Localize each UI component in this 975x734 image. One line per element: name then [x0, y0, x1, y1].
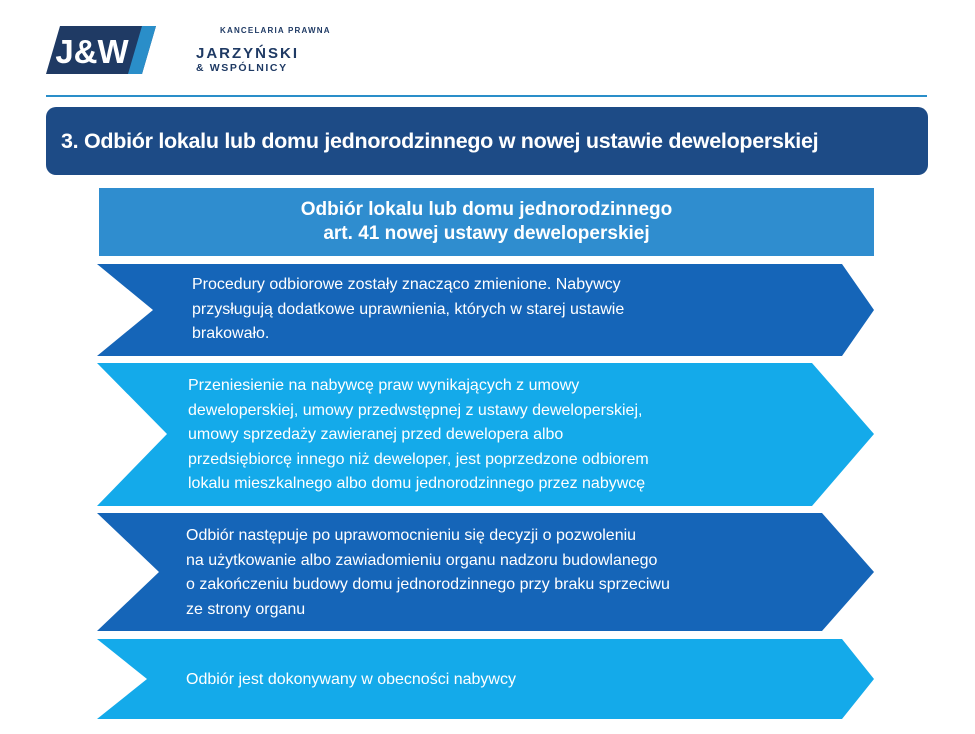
chevron-2-line: Przeniesienie na nabywcę praw wynikających z umowy [188, 377, 580, 394]
chevron-2-line: lokalu mieszkalnego albo domu jednorodzinnego przez nabywcę [188, 475, 646, 492]
slide-title: 3. Odbiór lokalu lub domu jednorodzinnego w nowej ustawie deweloperskiej [61, 128, 819, 153]
chevron-1-line: Procedury odbiorowe zostały znacząco zmienione. Nabywcy [192, 276, 621, 293]
logo-text [196, 26, 356, 75]
header-divider [46, 95, 927, 97]
chevron-text-4 [186, 668, 516, 693]
chevron-3-line: o zakończeniu budowy domu jednorodzinnego przy braku sprzeciwu [186, 576, 670, 593]
subtitle-box [99, 188, 874, 256]
chevron-2-line: przedsiębiorcę innego niż deweloper, jest poprzedzone odbiorem [188, 450, 649, 468]
subtitle-line-1: Odbiór lokalu lub domu jednorodzinnego [300, 199, 673, 220]
subtitle-line-2: art. 41 nowej ustawy deweloperskiej [323, 223, 650, 244]
logo-sub: & WSPÓLNICY [196, 62, 288, 74]
chevron-text-1 [192, 273, 624, 347]
chevron-1-line: brakowało. [192, 325, 270, 342]
logo-kicker: KANCELARIA PRAWNA [220, 26, 331, 35]
chevron-4-line: Odbiór jest dokonywany w obecności nabywcy [186, 671, 516, 688]
chevron-item-3 [97, 513, 874, 631]
logo-name: JARZYŃSKI [196, 45, 300, 62]
chevron-3-line: ze strony organu [186, 600, 306, 618]
chevron-1-line: przysługują dodatkowe uprawnienia, których w starej ustawie [192, 300, 625, 318]
chevron-2-line: deweloperskiej, umowy przedwstępnej z ustawy deweloperskiej, [188, 401, 643, 419]
chevron-3-line: na użytkowanie albo zawiadomieniu organu nadzoru budowlanego [186, 551, 658, 569]
chevron-2-line: umowy sprzedaży zawieranej przed dewelopera albo [188, 426, 564, 443]
logo-mark-text: J&W [55, 33, 129, 70]
chevron-text-2 [188, 374, 649, 497]
chevron-item-1 [97, 264, 874, 356]
logo-mark [46, 26, 156, 74]
chevron-text-3 [186, 524, 670, 622]
chevron-3-line: Odbiór następuje po uprawomocnieniu się decyzji o pozwoleniu [186, 527, 637, 544]
chevron-item-4 [97, 639, 874, 719]
chevron-item-2 [97, 363, 874, 506]
title-bar [46, 107, 928, 175]
